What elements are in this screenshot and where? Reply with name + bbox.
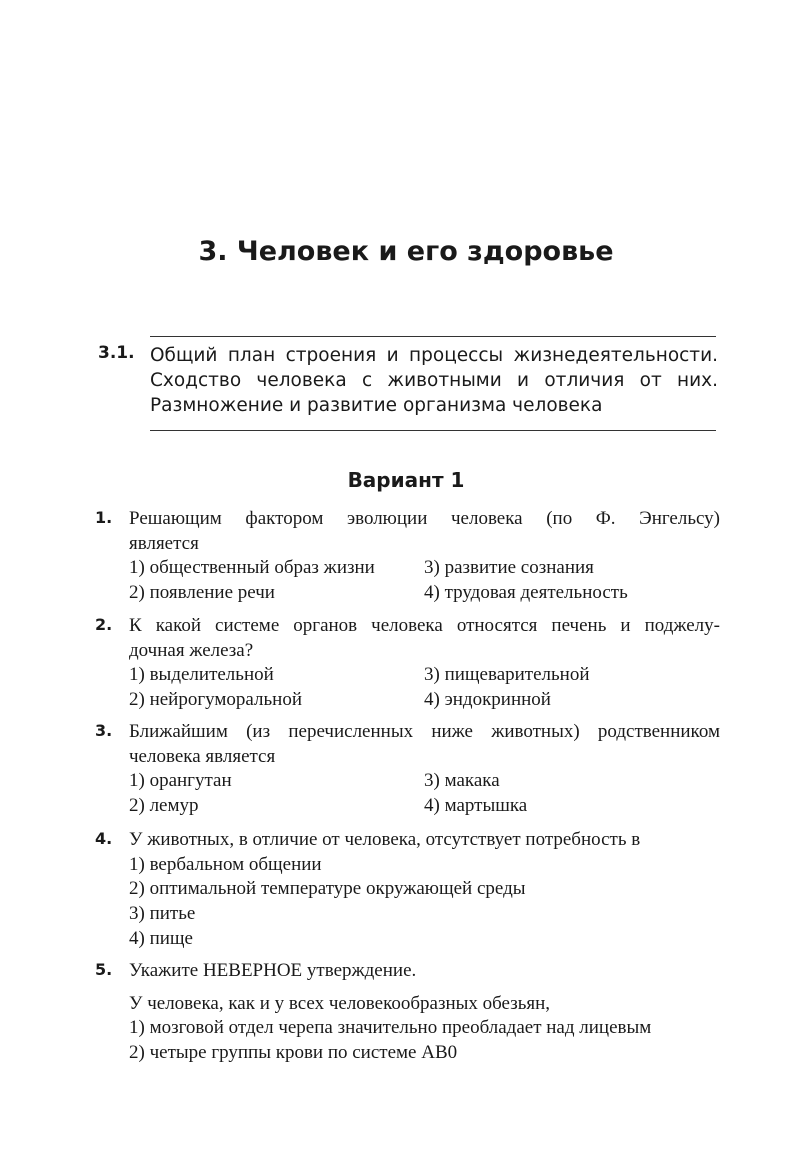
question-text: человека является	[129, 745, 276, 767]
answer-option: 3) развитие сознания	[424, 557, 594, 579]
answer-option: 2) нейрогуморальной	[129, 689, 302, 711]
section-top-rule	[150, 336, 716, 337]
question-text: У человека, как и у всех человекообразных обезьян,	[129, 992, 551, 1014]
question-text: У животных, в отличие от человека, отсутствует потребность в	[129, 829, 641, 850]
question-3	[95, 720, 720, 819]
question-text: Укажите НЕВЕРНОЕ утверждение.	[129, 960, 417, 981]
question-number: 5.	[95, 960, 113, 979]
answer-option: 1) выделительной	[129, 664, 274, 686]
question-text: К какой системе органов человека относятся печень и поджелу-	[129, 615, 720, 636]
answer-option: 1) мозговой отдел черепа значительно преобладает над лицевым	[129, 1017, 652, 1039]
question-number: 2.	[95, 615, 113, 634]
answer-option: 1) общественный образ жизни	[129, 557, 375, 579]
question-number: 4.	[95, 829, 113, 848]
question-text: Решающим фактором эволюции человека (по Ф. Энгельсу)	[129, 508, 720, 529]
question-text: Ближайшим (из перечисленных ниже животных) родственником	[129, 721, 720, 742]
answer-option: 4) мартышка	[424, 795, 528, 817]
section-bottom-rule	[150, 430, 716, 431]
answer-option: 4) пище	[129, 927, 193, 949]
question-4	[95, 828, 720, 952]
answer-option: 3) пищеварительной	[424, 664, 590, 686]
section-title	[150, 343, 718, 418]
answer-option: 3) питье	[129, 903, 196, 925]
question-text: является	[129, 532, 199, 554]
chapter-title: 3. Человек и его здоровье	[198, 236, 614, 267]
question-2	[95, 614, 720, 713]
section-title-line: Сходство человека с животными и отличия от них.	[150, 370, 718, 391]
question-number: 1.	[95, 508, 113, 527]
answer-option: 2) четыре группы крови по системе АВ0	[129, 1042, 458, 1064]
section-number: 3.1.	[98, 343, 135, 363]
answer-option: 3) макака	[424, 770, 500, 792]
question-number: 3.	[95, 721, 113, 740]
answer-option: 2) появление речи	[129, 582, 275, 604]
section-title-line: Размножение и развитие организма человека	[150, 395, 603, 416]
answer-option: 1) орангутан	[129, 770, 232, 792]
answer-option: 4) эндокринной	[424, 689, 551, 711]
variant-heading: Вариант 1	[347, 468, 465, 492]
question-1	[95, 507, 720, 606]
answer-option: 2) оптимальной температуре окружающей среды	[129, 878, 526, 900]
section-title-line: Общий план строения и процессы жизнедеятельности.	[150, 345, 718, 366]
question-text: дочная железа?	[129, 639, 254, 661]
answer-option: 1) вербальном общении	[129, 853, 322, 875]
answer-option: 2) лемур	[129, 795, 199, 817]
question-5	[95, 959, 720, 1066]
answer-option: 4) трудовая деятельность	[424, 582, 628, 604]
